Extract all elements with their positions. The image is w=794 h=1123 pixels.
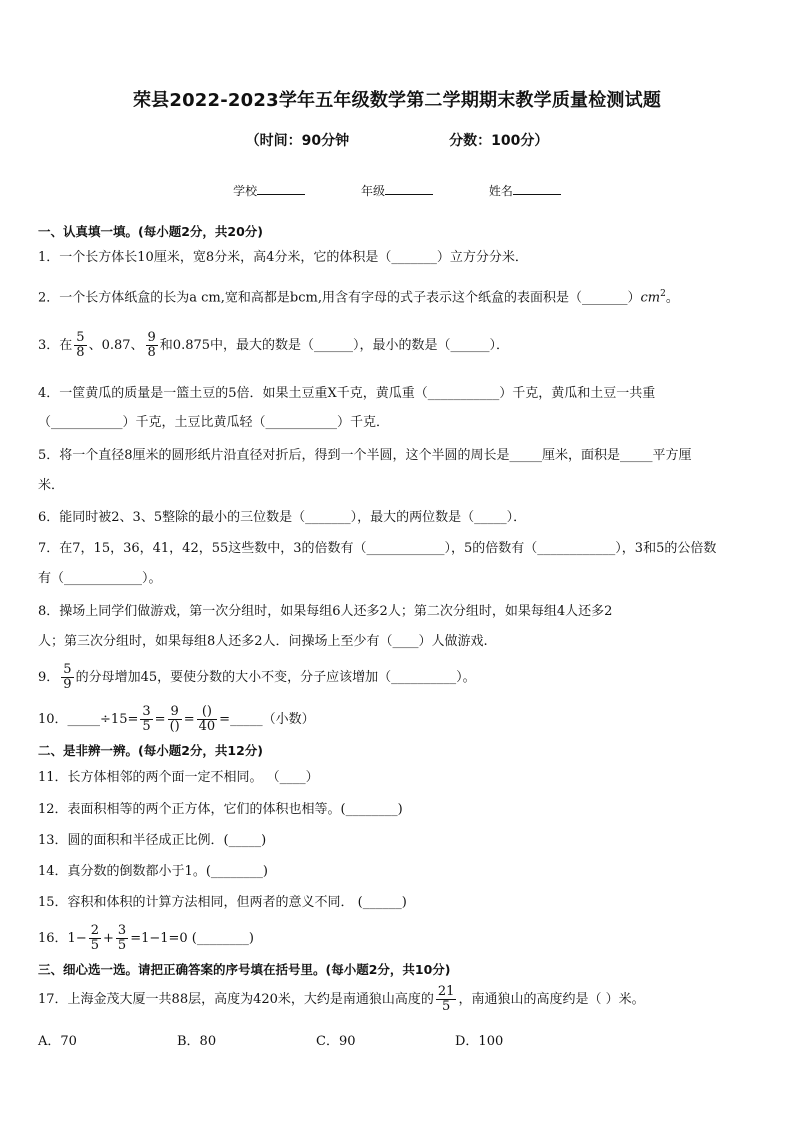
fraction: $\frac{5}{9}$ (63, 662, 72, 692)
option-c[interactable]: C．90 (316, 1034, 356, 1049)
question-2: 2．一个长方体纸盒的长为a cm,宽和高都是bcm,用含有字母的式子表示这个纸盒的表面积是$(\_\_\_\_\_\_\_)cm^2$。 (38, 289, 679, 306)
fraction: $\frac{3}{5}$ (142, 704, 151, 734)
section-heading-2: 二、是非辨一辨。(每小题2分，共12分) (38, 743, 264, 758)
question-4-line-2: （___________）千克，土豆比黄瓜轻（___________）千克． (38, 415, 390, 430)
question-7-line-2: 有（____________）。 (38, 571, 162, 586)
fraction: $\frac{2}{5}$ (90, 923, 99, 953)
score-label: 分数：100分） (449, 133, 549, 149)
question-14: 14．真分数的倒数都小于1。(________) (38, 864, 268, 879)
question-9: 9． $\frac{5}{9}$ 的分母增加45，要使分数的大小不变，分子应该增加（__________）。 (38, 662, 476, 692)
question-7-line-1: 7．在7，15，36，41，42，55这些数中，3的倍数有（____________），5的倍数有（____________），3和5的公倍数 (38, 541, 717, 556)
page-title: 荣县2022-2023学年五年级数学第二学期期末教学质量检测试题 (132, 90, 662, 111)
option-d[interactable]: D．100 (455, 1034, 504, 1049)
time-label: （时间：90分钟 (245, 133, 350, 149)
option-a[interactable]: A．70 (38, 1034, 77, 1049)
time-score-line (0, 130, 794, 150)
question-17: 17．上海金茂大厦一共88层，高度为420米，大约是南通狼山高度的 $\frac{21}{5}$ ，南通狼山的高度约是（ ）米。 (38, 984, 645, 1014)
grade-field[interactable]: 年级 (361, 182, 433, 199)
name-field[interactable]: 姓名 (489, 182, 561, 199)
question-4-line-1: 4．一筐黄瓜的质量是一篮土豆的5倍．如果土豆重X千克，黄瓜重（___________）千克，黄瓜和土豆一共重 (38, 386, 656, 401)
fraction: $\frac{()}{40}$ (198, 704, 216, 734)
fraction: $\frac{3}{5}$ (117, 923, 127, 953)
question-12: 12．表面积相等的两个正方体，它们的体积也相等。(________) (38, 802, 403, 817)
option-b[interactable]: B．80 (177, 1034, 217, 1049)
fraction: $\frac{5}{8}$ (76, 330, 85, 360)
school-field[interactable]: 学校 (233, 182, 305, 199)
section-heading-1: 一、认真填一填。(每小题2分，共20分) (38, 224, 264, 239)
question-10: 10．_____÷15= $\frac{3}{5}$ = $\frac{9}{()}$ = $\frac{()}{40}$ =_____（小数） (38, 704, 315, 734)
question-15: 15．容积和体积的计算方法相同，但两者的意义不同． (______) (38, 895, 407, 910)
question-1: 1．一个长方体长10厘米，宽8分米，高4分米，它的体积是（_______）立方分分米． (38, 250, 528, 265)
question-16: 16．1− $\frac{2}{5}$ + $\frac{3}{5}$ =1−1=0 (________) (38, 923, 254, 953)
question-11: 11．长方体相邻的两个面一定不相同。 （____） (38, 770, 319, 785)
fraction: $\frac{9}{()}$ (169, 704, 180, 734)
student-info (0, 182, 794, 199)
question-13: 13．圆的面积和半径成正比例．(_____) (38, 833, 267, 848)
question-6: 6．能同时被2、3、5整除的最小的三位数是（_______），最大的两位数是（_____）． (38, 510, 527, 525)
question-17-options (38, 1030, 594, 1049)
fraction: $\frac{21}{5}$ (437, 984, 455, 1014)
question-8-line-1: 8．操场上同学们做游戏，第一次分组时，如果每组6人还多2人；第二次分组时，如果每组4人还多2 (38, 604, 613, 619)
question-3: 3．在 $\frac{5}{8}$ 、0.87、 $\frac{9}{8}$ 和0.875中，最大的数是（______），最小的数是（______）． (38, 330, 510, 360)
question-8-line-2: 人；第三次分组时，如果每组8人还多2人．问操场上至少有（____）人做游戏. (38, 634, 488, 649)
section-heading-3: 三、细心选一选。请把正确答案的序号填在括号里。(每小题2分，共10分) (38, 962, 451, 977)
question-5-line-2: 米． (38, 478, 65, 493)
fraction: $\frac{9}{8}$ (147, 330, 156, 360)
question-5-line-1: 5．将一个直径8厘米的圆形纸片沿直径对折后，得到一个半圆，这个半圆的周长是_____厘米，面积是_____平方厘 (38, 448, 692, 463)
